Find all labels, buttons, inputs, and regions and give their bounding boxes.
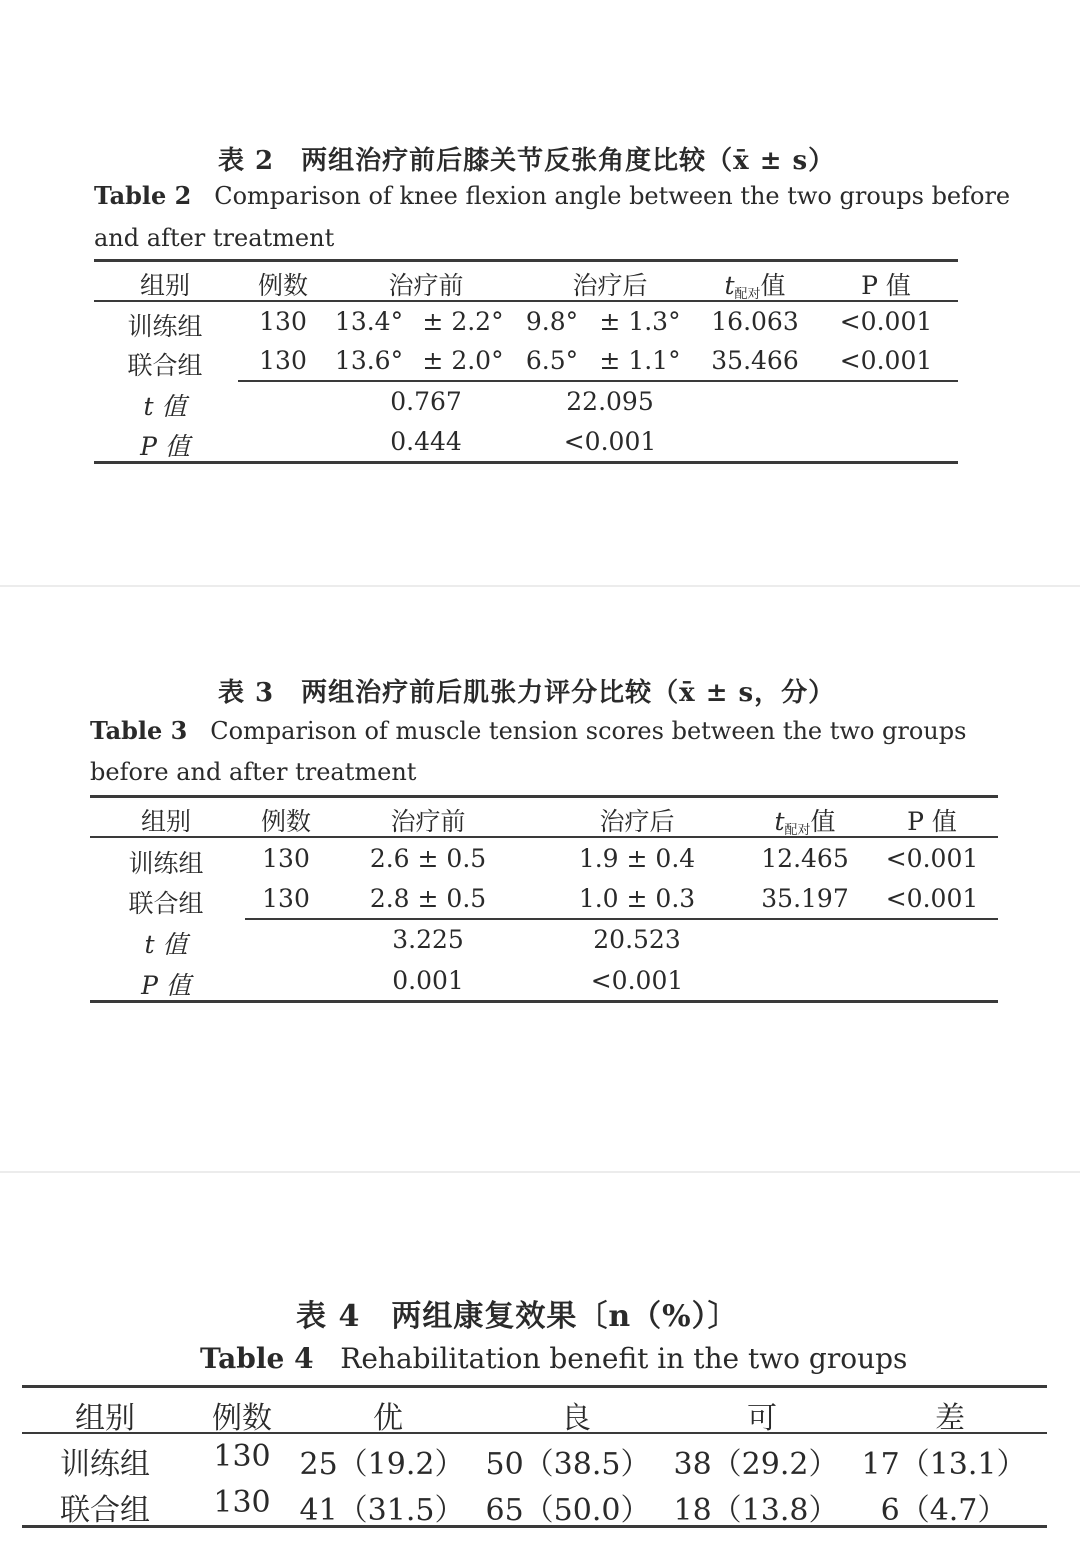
header-fair: 可 [747,1401,777,1436]
table-3-caption-en-line2: before and after treatment [90,758,417,786]
header-n: 例数 [260,807,312,836]
mid-rule [238,380,958,382]
header-excellent: 优 [373,1401,403,1436]
row1-n: 130 [262,844,310,873]
row1-group: 训练组 [127,312,203,341]
t-value-label: 值 [810,807,836,836]
row2-group: 联合组 [60,1493,150,1528]
table-4-label: Table 4 [200,1342,314,1375]
t-row-before: 3.225 [392,925,464,954]
t-subscript: 配对 [734,287,761,302]
header-group: 组别 [139,271,191,300]
row2-n: 130 [259,346,307,375]
header-rule [94,300,958,302]
top-rule [22,1385,1047,1388]
row1-group: 训练组 [60,1447,150,1482]
header-t-paired [724,266,785,302]
row1-p: <0.001 [839,307,933,336]
row2-good: 65（50.0） [485,1493,651,1528]
row1-before-mean: 13.4° [334,307,404,336]
p-row-before: 0.444 [390,427,462,456]
table-4-caption-en [200,1339,907,1379]
t-symbol: t [774,807,785,836]
mid-rule [245,918,998,920]
t-symbol: t [724,271,735,300]
header-rule [22,1432,1047,1434]
table-3-caption-cn: 表 3 两组治疗前后肌张力评分比较（x̄ ± s，分） [218,678,836,708]
row1-after: 1.9 ± 0.4 [578,844,696,873]
t-row-label: t 值 [143,392,187,421]
row1-t: 16.063 [711,307,799,336]
table-4-caption-cn: 表 4 两组康复效果〔n（%）〕 [296,1299,739,1334]
table-2-caption-cn: 表 2 两组治疗前后膝关节反张角度比较（x̄ ± s） [218,146,836,176]
row1-good: 50（38.5） [485,1447,651,1482]
header-before: 治疗前 [388,271,464,300]
table-2-label: Table 2 [94,181,192,210]
table-4-caption-en-text: Rehabilitation benefit in the two groups [340,1342,908,1375]
row2-fair: 18（13.8） [673,1493,839,1528]
table-2-caption-en-line2: and after treatment [94,224,335,252]
row1-excellent: 25（19.2） [299,1447,465,1482]
t-row-before: 0.767 [390,387,462,416]
row2-group: 联合组 [128,889,204,918]
header-n: 例数 [257,271,309,300]
p-row-after: <0.001 [563,427,657,456]
row1-fair: 38（29.2） [673,1447,839,1482]
row2-after-sd: ± 1.1° [599,346,681,375]
table-3-panel [0,587,1080,1171]
t-row-label: t 值 [144,930,188,959]
row2-t: 35.197 [761,884,849,913]
row1-t: 12.465 [761,844,849,873]
header-n: 例数 [212,1401,272,1436]
t-row-after: 20.523 [593,925,681,954]
t-subscript: 配对 [784,823,811,838]
table-3-caption-en-text: Comparison of muscle tension scores between the two groups [210,717,967,745]
row1-p: <0.001 [885,844,979,873]
row1-after-mean: 9.8° [525,307,579,336]
row2-t: 35.466 [711,346,799,375]
header-rule [90,836,998,838]
p-row-label: P 值 [140,432,190,461]
top-rule [90,795,998,798]
header-t-paired [774,802,835,838]
row1-after-sd: ± 1.3° [599,307,681,336]
row1-before: 2.6 ± 0.5 [369,844,487,873]
t-row-after: 22.095 [566,387,654,416]
t-value-label: 值 [760,271,786,300]
row2-p: <0.001 [885,884,979,913]
row2-before-sd: ± 2.0° [422,346,504,375]
header-poor: 差 [935,1401,965,1436]
row2-n: 130 [262,884,310,913]
row2-after: 1.0 ± 0.3 [578,884,696,913]
row1-before-sd: ± 2.2° [422,307,504,336]
header-p: P 值 [907,807,957,836]
header-after: 治疗后 [599,807,675,836]
header-after: 治疗后 [572,271,648,300]
row2-n: 130 [213,1485,271,1520]
header-group: 组别 [140,807,192,836]
table-2-caption-en-text: Comparison of knee flexion angle between the two groups before [214,182,1011,210]
table-2-panel [0,0,1080,585]
table-3-label: Table 3 [90,716,188,745]
header-before: 治疗前 [390,807,466,836]
table-3-caption-en-line1 [90,711,966,751]
top-rule [94,259,958,262]
bottom-rule [90,1000,998,1003]
row2-excellent: 41（31.5） [299,1493,465,1528]
header-group: 组别 [75,1401,135,1436]
p-row-after: <0.001 [590,966,684,995]
header-good: 良 [561,1401,591,1436]
p-row-before: 0.001 [392,966,464,995]
header-p: P 值 [861,271,911,300]
p-row-label: P 值 [141,971,191,1000]
row2-before: 2.8 ± 0.5 [369,884,487,913]
row1-group: 训练组 [128,849,204,878]
row1-poor: 17（13.1） [861,1447,1027,1482]
table-4-panel [0,1173,1080,1563]
row1-n: 130 [259,307,307,336]
row2-poor: 6（4.7） [880,1493,1008,1528]
bottom-rule [94,461,958,464]
row2-after-mean: 6.5° [525,346,579,375]
row1-n: 130 [213,1439,271,1474]
row2-p: <0.001 [839,346,933,375]
row2-before-mean: 13.6° [334,346,404,375]
table-2-caption-en-line1 [94,176,1010,216]
row2-group: 联合组 [127,351,203,380]
